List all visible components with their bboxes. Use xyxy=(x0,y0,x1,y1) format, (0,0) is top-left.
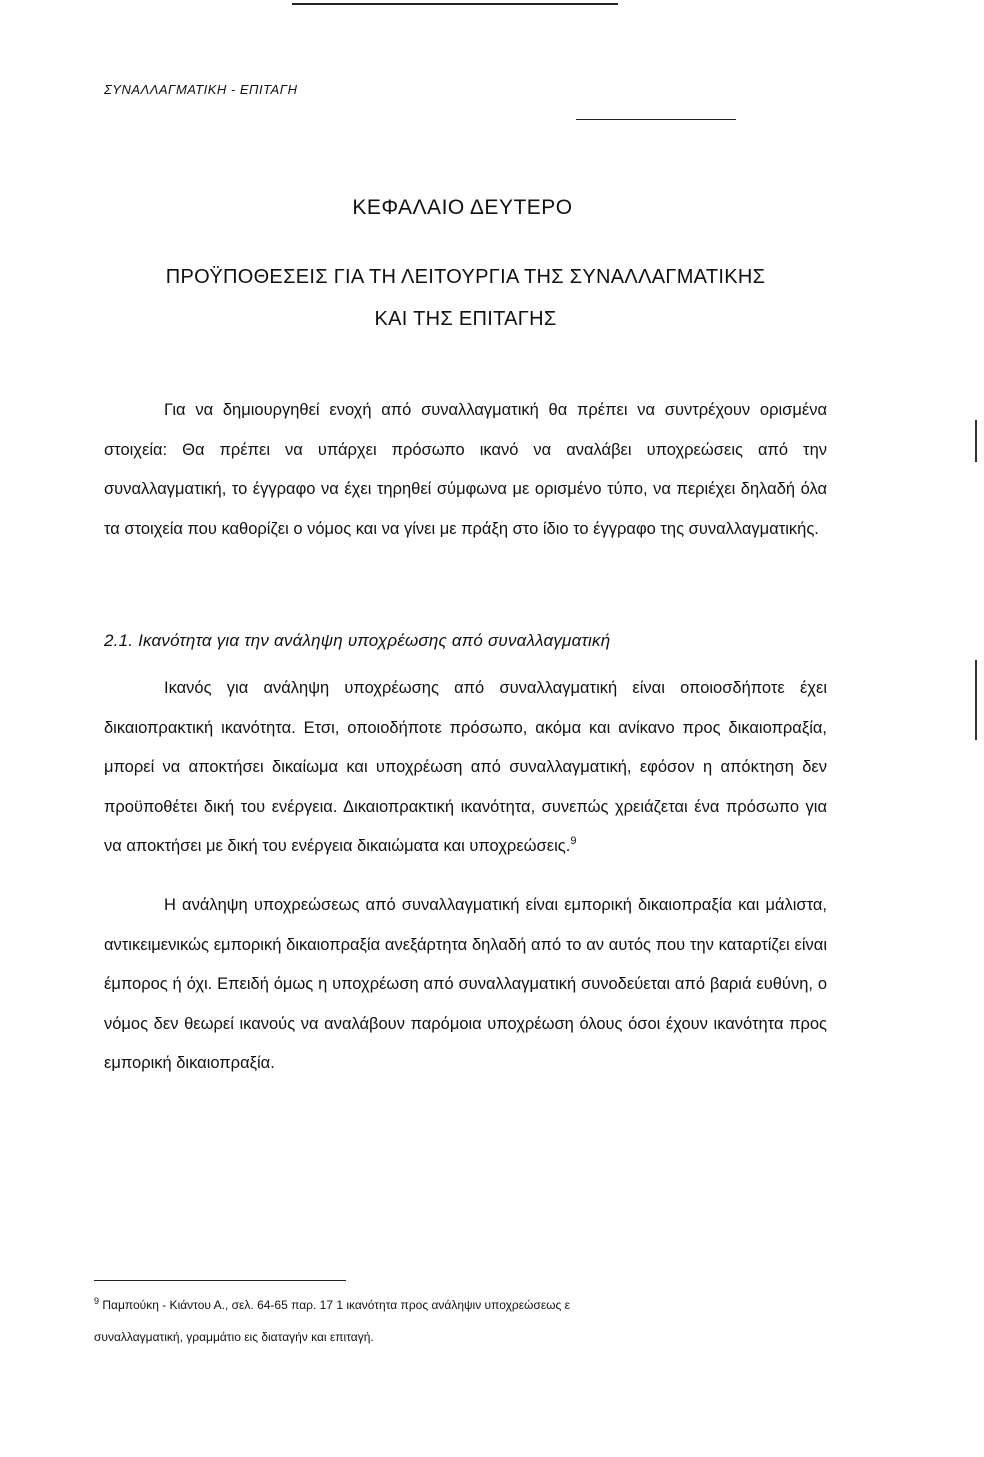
paragraph-capacity xyxy=(104,669,827,867)
paragraph-capacity-text: Ικανός για ανάληψη υποχρέωσης από συναλλαγματική είναι οποιοσδήποτε έχει δικαιοπρακτική ικανότητα. Ετσι, οποιοδήποτε πρόσωπο, ακόμα και ανίκανο προς δικαιοπραξία, μπορεί να αποκτήσει δικαίωμα και υποχρέωση από συναλλαγματική, εφόσον η απόκτηση δεν προϋποθέτει δική του ενέργεια. Δικαιοπρακτική ικανότητα, συνεπώς χρειάζεται ένα πρόσωπο για να αποκτήσει με δική του ενέργεια δικαιώματα και υποχρεώσεις. xyxy=(104,679,827,855)
footnote-text-line1: Παμπούκη - Κιάντου Α., σελ. 64-65 παρ. 17 1 ικανότητα προς ανάληψιν υποχρεώσεως ε xyxy=(102,1298,571,1312)
paragraph-intro: Για να δημιουργηθεί ενοχή από συναλλαγματική θα πρέπει να συντρέχουν ορισμένα στοιχεία: Θα πρέπει να υπάρχει πρόσωπο ικανό να αναλάβει υποχρεώσεις από την συναλλαγματική, το έγγραφο να έχει τηρηθεί σύμφωνα με ορισμένο τύπο, να περιέχει δηλαδή όλα τα στοιχεία που καθορίζει ο νόμος και να γίνει με πράξη στο ίδιο το έγγραφο της συναλλαγματικής. xyxy=(104,401,827,538)
header-rule xyxy=(576,119,736,120)
margin-mark xyxy=(975,660,977,740)
section-heading: 2.1. Ικανότητα για την ανάληψη υποχρέωσης από συναλλαγματική xyxy=(104,631,611,650)
margin-mark xyxy=(975,420,977,462)
footnote xyxy=(94,1298,814,1312)
footnote-number: 9 xyxy=(94,1296,100,1306)
footnote-rule xyxy=(94,1280,346,1281)
chapter-subtitle-line2: ΚΑΙ ΤΗΣ ΕΠΙΤΑΓΗΣ xyxy=(374,308,557,330)
footnote-reference: 9 xyxy=(570,835,577,847)
running-head: ΣΥΝΑΛΛΑΓΜΑΤΙΚΗ - ΕΠΙΤΑΓΗ xyxy=(104,82,298,97)
paragraph-commercial: Η ανάληψη υποχρεώσεως από συναλλαγματική είναι εμπορική δικαιοπραξία και μάλιστα, αντικειμενικώς εμπορική δικαιοπραξία ανεξάρτητα δηλαδή από το αν αυτός που την καταρτίζει είναι έμπορος ή όχι. Επειδή όμως η υποχρέωση από συναλλαγματική συνοδεύεται από βαριά ευθύνη, ο νόμος δεν θεωρεί ικανούς να αναλάβουν παρόμοια υποχρέωση όλους όσοι έχουν ικανότητα προς εμπορική δικαιοπραξία. xyxy=(104,896,827,1072)
chapter-subtitle-line1: ΠΡΟΫΠΟΘΕΣΕΙΣ ΓΙΑ ΤΗ ΛΕΙΤΟΥΡΓΙΑ ΤΗΣ ΣΥΝΑΛΛΑΓΜΑΤΙΚΗΣ xyxy=(165,266,766,288)
top-rule xyxy=(292,3,618,5)
footnote-text-line2: συναλλαγματική, γραμμάτιο εις διαταγήν και επιταγή. xyxy=(94,1330,374,1344)
chapter-title: ΚΕΦΑΛΑΙΟ ΔΕΥΤΕΡΟ xyxy=(352,196,573,219)
